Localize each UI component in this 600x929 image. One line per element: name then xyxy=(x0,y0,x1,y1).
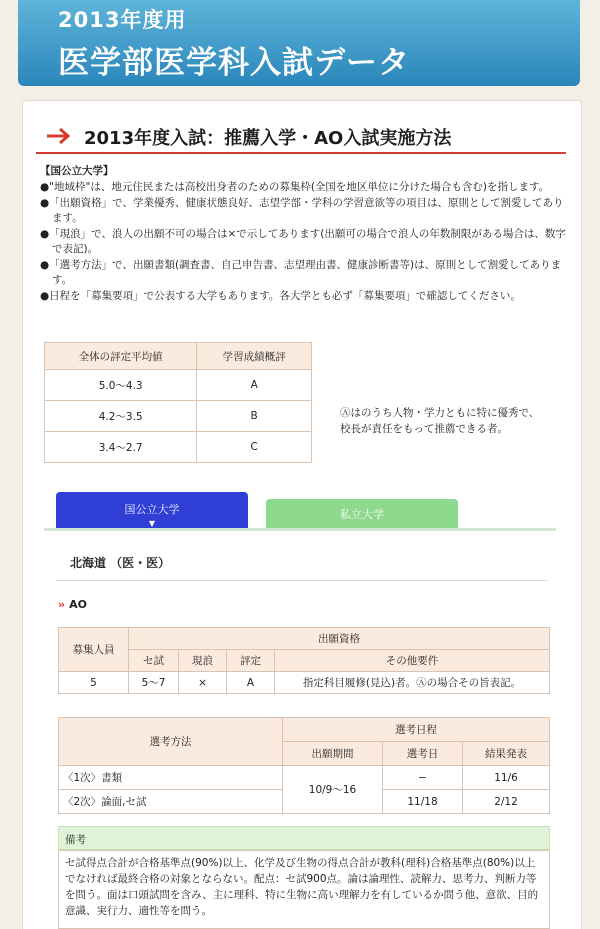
university-name: 北海道 （医・医） xyxy=(70,556,171,570)
method-value: 〈2次〉論面,セ試 xyxy=(59,790,283,814)
date-value: 11/18 xyxy=(383,790,463,814)
exam-type xyxy=(58,598,87,611)
eval-grade: A xyxy=(197,370,312,401)
note-item: ●「選考方法」で、出願書類(調査書、自己申告書、志望理由書、健康診断書等)は、原則として割愛してあります。 xyxy=(40,258,562,286)
section-title: 2013年度入試：推薦入学・AO入試実施方法 xyxy=(84,128,452,149)
category-label: 【国公立大学】 xyxy=(40,165,114,177)
eval-range: 5.0〜4.3 xyxy=(45,370,197,401)
header-title: 医学部医学科入試データ xyxy=(58,45,410,81)
col-other: その他要件 xyxy=(275,650,550,672)
university-divider xyxy=(56,580,548,581)
col-center-test: セ試 xyxy=(129,650,179,672)
note-item: ●日程を「募集要項」で公表する大学もあります。各大学とも必ず「募集要項」で確認してください。 xyxy=(40,289,521,302)
note-item: ●「出願資格」で、学業優秀、健康状態良好、志望学部・学科の学習意欲等の項目は、原則として割愛してあります。 xyxy=(40,196,564,224)
eval-range: 4.2〜3.5 xyxy=(45,401,197,432)
col-result: 結果発表 xyxy=(463,742,550,766)
period-value: 10/9〜16 xyxy=(283,766,383,814)
table-row xyxy=(45,370,312,401)
eval-grade: C xyxy=(197,432,312,463)
tab-national-universities[interactable] xyxy=(56,492,248,530)
col-eligibility: 出願資格 xyxy=(129,628,550,650)
double-chevron-icon: » xyxy=(58,598,66,611)
table-row xyxy=(45,401,312,432)
date-value: − xyxy=(383,766,463,790)
tab-label: 国公立大学 xyxy=(124,503,180,516)
exam-type-label: AO xyxy=(69,598,87,611)
col-ronin: 現浪 xyxy=(179,650,227,672)
col-quota: 募集人員 xyxy=(59,628,129,672)
other-value: 指定科目履修(見込)者。Ⓐの場合その旨表記。 xyxy=(275,672,550,694)
section-divider xyxy=(36,152,566,154)
notes-list xyxy=(40,180,568,304)
table-row xyxy=(59,672,550,694)
col-grade: 評定 xyxy=(227,650,275,672)
caret-down-icon: ▼ xyxy=(148,519,156,528)
table-row xyxy=(45,432,312,463)
col-period: 出願期間 xyxy=(283,742,383,766)
col-schedule: 選考日程 xyxy=(283,718,550,742)
col-method: 選考方法 xyxy=(59,718,283,766)
evaluation-table xyxy=(44,342,312,463)
eval-note xyxy=(340,405,539,437)
table-row xyxy=(59,766,550,790)
col-date: 選考日 xyxy=(383,742,463,766)
quota-value: 5 xyxy=(59,672,129,694)
center-value: 5〜7 xyxy=(129,672,179,694)
eval-note-line: 校長が責任をもって推薦できる者。 xyxy=(340,423,508,435)
memo-text: セ試得点合計が合格基準点(90%)以上、化学及び生物の得点合計が教科(理科)合格基準点(80%)以上でなければ最終合格の対象とならない。配点：セ試900点。論は論理性、読解力、思考力、判断力等を問う。面は口頭試問を含み、主に理科、特に生物に高い理解力を有しているか問う他、意欲、目的意識、実行力、適性等を問う。 xyxy=(58,850,550,929)
method-value: 〈1次〉書類 xyxy=(59,766,283,790)
tab-bar xyxy=(44,528,556,531)
header-year: 2013年度用 xyxy=(58,8,187,32)
result-value: 2/12 xyxy=(463,790,550,814)
eval-range: 3.4〜2.7 xyxy=(45,432,197,463)
eval-grade: B xyxy=(197,401,312,432)
note-item: ●"地域枠"は、地元住民または高校出身者のための募集枠(全国を地区単位に分けた場合も含む)を指します。 xyxy=(40,181,550,193)
note-item: ●「現浪」で、浪人の出願不可の場合は×で示してあります(出願可の場合で浪人の年数制限がある場合は、数字で表記)。 xyxy=(40,227,566,255)
eval-header-grade: 学習成績概評 xyxy=(197,343,312,370)
tab-private-universities[interactable] xyxy=(266,499,458,530)
requirements-table xyxy=(58,627,550,694)
eval-note-line: Ⓐはのうち人物・学力ともに特に優秀で、 xyxy=(340,407,540,419)
arrow-right-icon xyxy=(46,127,72,145)
schedule-table xyxy=(58,717,550,814)
ronin-value: × xyxy=(179,672,227,694)
memo-heading: 備考 xyxy=(58,826,550,850)
eval-header-average: 全体の評定平均値 xyxy=(45,343,197,370)
tab-label: 私立大学 xyxy=(340,508,384,521)
grade-value: A xyxy=(227,672,275,694)
page-header xyxy=(18,0,580,86)
result-value: 11/6 xyxy=(463,766,550,790)
